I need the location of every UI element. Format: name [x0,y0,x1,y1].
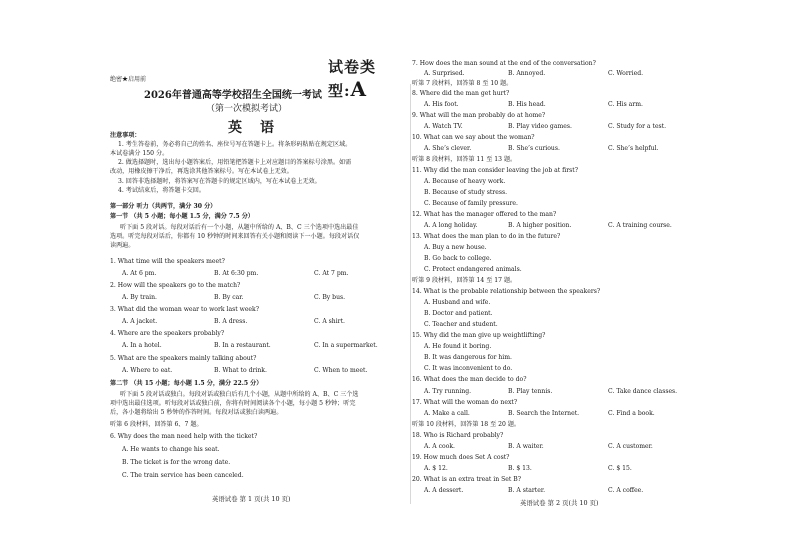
option: C. His arm. [608,101,643,108]
section1-instructions: 听下面 5 段对话。每段对话后有一个小题，从题中所给的 A、B、C 三个选项中选出最佳 [120,224,359,231]
option: B. Play tennis. [508,388,553,395]
question: 4. Where are the speakers probably? [110,330,225,337]
secret-label: 绝密★启用前 [110,76,147,83]
question: 6. Why does the man need help with the ticket? [110,433,258,440]
option: B. What to drink. [214,367,267,374]
page-divider [410,84,411,504]
material-label: 听第 6 段材料，回答第 6、7 题。 [110,421,203,428]
question: 19. How much does Set A cost? [412,454,510,461]
section1-heading: 第一节 （共 5 小题；每小题 1.5 分，满分 7.5 分） [110,213,254,220]
exam-subtitle: （第一次模拟考试） [206,104,288,114]
option: C. The train service has been canceled. [122,472,244,479]
option: C. By bus. [314,294,346,301]
option: A. Because of heavy work. [424,178,506,185]
option: B. At 6:30 pm. [214,270,259,277]
option: C. When to meet. [314,367,368,374]
question: 12. What has the manager offered to the man? [412,211,557,218]
option: C. Study for a test. [608,123,667,130]
option: B. Go back to college. [424,255,492,262]
note-line: 1. 考生答卷前，务必将自己的姓名、座位号写在答题卡上。将条形码粘贴在规定区域。 [118,141,352,148]
option: B. $ 13. [508,465,532,472]
option: A. Husband and wife. [424,299,491,306]
option: B. Play video games. [508,123,572,130]
option: C. A customer. [608,443,653,450]
material-label: 听第 7 段材料，回答第 8 至 10 题。 [412,80,513,87]
option: B. Search the Internet. [508,410,580,417]
option: B. A waiter. [508,443,544,450]
note-line: 改动，用橡皮擦干净后，再选涂其他答案标号。写在本试卷上无效。 [110,168,293,175]
subject-title: 英语 [228,120,292,136]
option: B. A higher position. [508,222,572,229]
page-footer: 英语试卷 第 1 页(共 10 页) [212,495,291,503]
question: 7. How does the man sound at the end of the conversation? [412,60,596,67]
page-footer: 英语试卷 第 2 页(共 10 页) [520,499,599,507]
section2-heading: 第二节 （共 15 小题；每小题 1.5 分，满分 22.5 分） [110,380,263,387]
option: A. He found it boring. [424,343,492,350]
option: B. His head. [508,101,546,108]
option: A. $ 12. [424,465,448,472]
material-label: 听第 10 段材料，回答第 18 至 20 题。 [412,421,521,428]
option: B. Because of study stress. [424,189,508,196]
option: C. She’s helpful. [608,145,659,152]
option: A. Make a call. [424,410,470,417]
section1-instructions: 读两遍。 [110,242,135,249]
question: 18. Who is Richard probably? [412,432,504,439]
option: B. By car. [214,294,244,301]
question: 2. How will the speakers go to the match? [110,282,241,289]
question: 9. What will the man probably do at home? [412,112,546,119]
option: A. A dessert. [424,487,464,494]
option: A. A jacket. [122,318,158,325]
option: C. In a supermarket. [314,342,378,349]
section2-instructions: 听下面 5 段对话或独白。每段对话或独白后有几个小题，从题中所给的 A、B、C 三个选 [120,391,359,398]
option: C. Protect endangered animals. [424,266,522,273]
option: A. His foot. [424,101,459,108]
option: C. Worried. [608,70,644,77]
question: 1. What time will the speakers meet? [110,258,225,265]
note-line: 本试卷满分 150 分。 [110,150,169,157]
question: 16. What does the man decide to do? [412,376,527,383]
option: B. In a restaurant. [214,342,271,349]
section2-instructions: 后，各小题将给出 5 秒钟的作答时间。每段对话或独白读两遍。 [110,409,283,416]
note-line: 4. 考试结束后，将答题卡交回。 [118,187,205,194]
option: B. A starter. [508,487,546,494]
option: C. Take dance classes. [608,388,678,395]
option: C. It was inconvenient to do. [424,365,513,372]
question: 15. Why did the man give up weightlifting? [412,332,546,339]
option: C. Because of family pressure. [424,200,518,207]
question: 3. What did the woman wear to work last week? [110,306,259,313]
option: A. In a hotel. [122,342,162,349]
option: C. $ 15. [608,465,632,472]
option: A. A cook. [424,443,455,450]
option: A. At 6 pm. [122,270,157,277]
notes-heading: 注意事项： [110,132,141,139]
option: A. A long holiday. [424,222,478,229]
note-line: 2. 做选择题时，选出每小题答案后，用铅笔把答题卡上对应题目的答案标号涂黑。如需 [118,159,352,166]
option: A. Surprised. [424,70,465,77]
part1-heading: 第一部分 听力（共两节，满分 30 分） [110,203,217,210]
question: 17. What will the woman do next? [412,399,518,406]
option: A. Try running. [424,388,472,395]
question: 11. Why did the man consider leaving the job at first? [412,167,579,174]
note-line: 3. 回答非选择题时，将答案写在答题卡的规定区域内，写在本试卷上无效。 [118,178,321,185]
question: 20. What is an extra treat in Set B? [412,476,522,483]
option: B. Annoyed. [508,70,546,77]
option: C. A coffee. [608,487,644,494]
option: B. The ticket is for the wrong date. [122,459,231,466]
option: B. A dress. [214,318,248,325]
right-page [412,0,712,546]
option: A. By train. [122,294,157,301]
exam-title: 2026年普通高等学校招生全国统一考试 [144,90,322,101]
option: B. Doctor and patient. [424,310,493,317]
option: B. It was dangerous for him. [424,354,512,361]
option: C. Find a book. [608,410,655,417]
question: 13. What does the man plan to do in the future? [412,233,561,240]
question: 14. What is the probable relationship between the speakers? [412,288,601,295]
option: C. At 7 pm. [314,270,349,277]
question: 5. What are the speakers mainly talking about? [110,355,257,362]
material-label: 听第 9 段材料，回答第 14 至 17 题。 [412,277,517,284]
question: 10. What can we say about the woman? [412,134,535,141]
option: A. Buy a new house. [424,244,487,251]
option: B. She’s curious. [508,145,560,152]
section2-instructions: 项中选出最佳选项。听每段对话或独白前，你将有时间阅读各个小题，每小题 5 秒钟；听完 [110,400,356,407]
option: A. Watch TV. [424,123,463,130]
option: A. Where to eat. [122,367,173,374]
option: C. A training course. [608,222,672,229]
option: A. He wants to change his seat. [122,446,220,453]
option: C. Teacher and student. [424,321,498,328]
left-page [110,0,410,546]
option: C. A shirt. [314,318,345,325]
material-label: 听第 8 段材料，回答第 11 至 13 题。 [412,156,517,163]
section1-instructions: 选项。听完每段对话后，你都有 10 秒钟的时间来回答有关小题和阅读下一小题。每段对话仅 [110,233,360,240]
paper-type: 试卷类型:A [328,58,377,101]
question: 8. Where did the man get hurt? [412,90,510,97]
option: A. She’s clever. [424,145,472,152]
